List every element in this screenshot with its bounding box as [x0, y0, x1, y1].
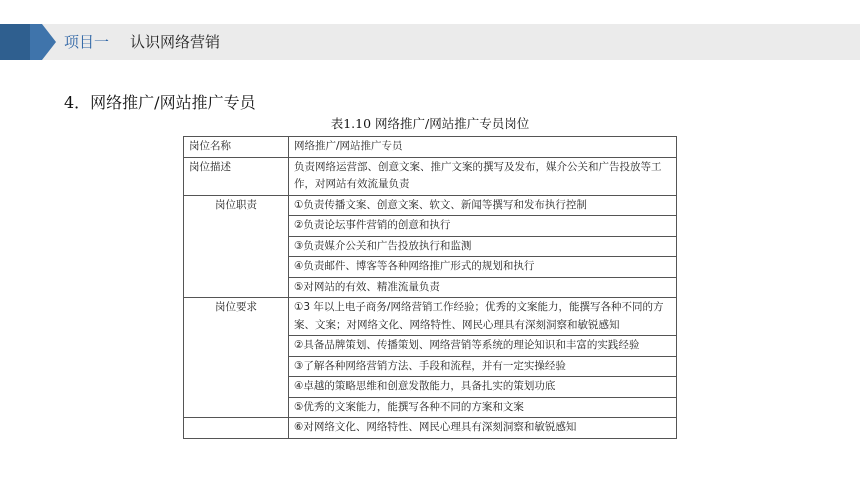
requirement-item: ②具备品牌策划、传播策划、网络营销等系统的理论知识和丰富的实践经验 — [289, 336, 677, 357]
table-row — [184, 195, 677, 216]
duty-item: ⑤对网站的有效、精准流量负责 — [289, 277, 677, 298]
position-name-value: 网络推广/网站推广专员 — [289, 137, 677, 158]
description-value: 负责网络运营部、创意文案、推广文案的撰写及发布，媒介公关和广告投放等工作，对网站有效流量负责 — [289, 157, 677, 195]
header-bar — [0, 24, 860, 60]
empty-label-cell — [184, 418, 289, 439]
section-heading: 4．网络推广/网站推广专员 — [64, 93, 256, 112]
duty-item: ②负责论坛事件营销的创意和执行 — [289, 216, 677, 237]
duties-label: 岗位职责 — [184, 195, 289, 298]
table-row — [184, 418, 677, 439]
duty-item: ①负责传播文案、创意文案、软文、新闻等撰写和发布执行控制 — [289, 195, 677, 216]
requirement-item: ①3 年以上电子商务/网络营销工作经验；优秀的文案能力，能撰写各种不同的方案、文案；对网络文化、网络特性、网民心理具有深刻洞察和敏锐感知 — [289, 298, 677, 336]
table-row — [184, 157, 677, 195]
requirements-label: 岗位要求 — [184, 298, 289, 418]
project-title: 认识网络营销 — [130, 33, 221, 51]
requirement-item: ⑥对网络文化、网络特性、网民心理具有深刻洞察和敏锐感知 — [289, 418, 677, 439]
job-table — [183, 136, 677, 439]
header-arrow-body — [30, 24, 42, 60]
table-row — [184, 137, 677, 158]
requirement-item: ③了解各种网络营销方法、手段和流程，并有一定实操经验 — [289, 356, 677, 377]
header-accent-block — [0, 24, 30, 60]
duty-item: ③负责媒介公关和广告投放执行和监测 — [289, 236, 677, 257]
position-name-label: 岗位名称 — [184, 137, 289, 158]
requirement-item: ⑤优秀的文案能力，能撰写各种不同的方案和文案 — [289, 397, 677, 418]
table-row — [184, 298, 677, 336]
description-label: 岗位描述 — [184, 157, 289, 195]
duty-item: ④负责邮件、博客等各种网络推广形式的规划和执行 — [289, 257, 677, 278]
requirement-item: ④卓越的策略思维和创意发散能力，具备扎实的策划功底 — [289, 377, 677, 398]
project-label: 项目一 — [64, 33, 110, 51]
table-caption: 表1.10 网络推广/网站推广专员岗位 — [330, 116, 530, 131]
header-arrow-icon — [42, 24, 56, 60]
